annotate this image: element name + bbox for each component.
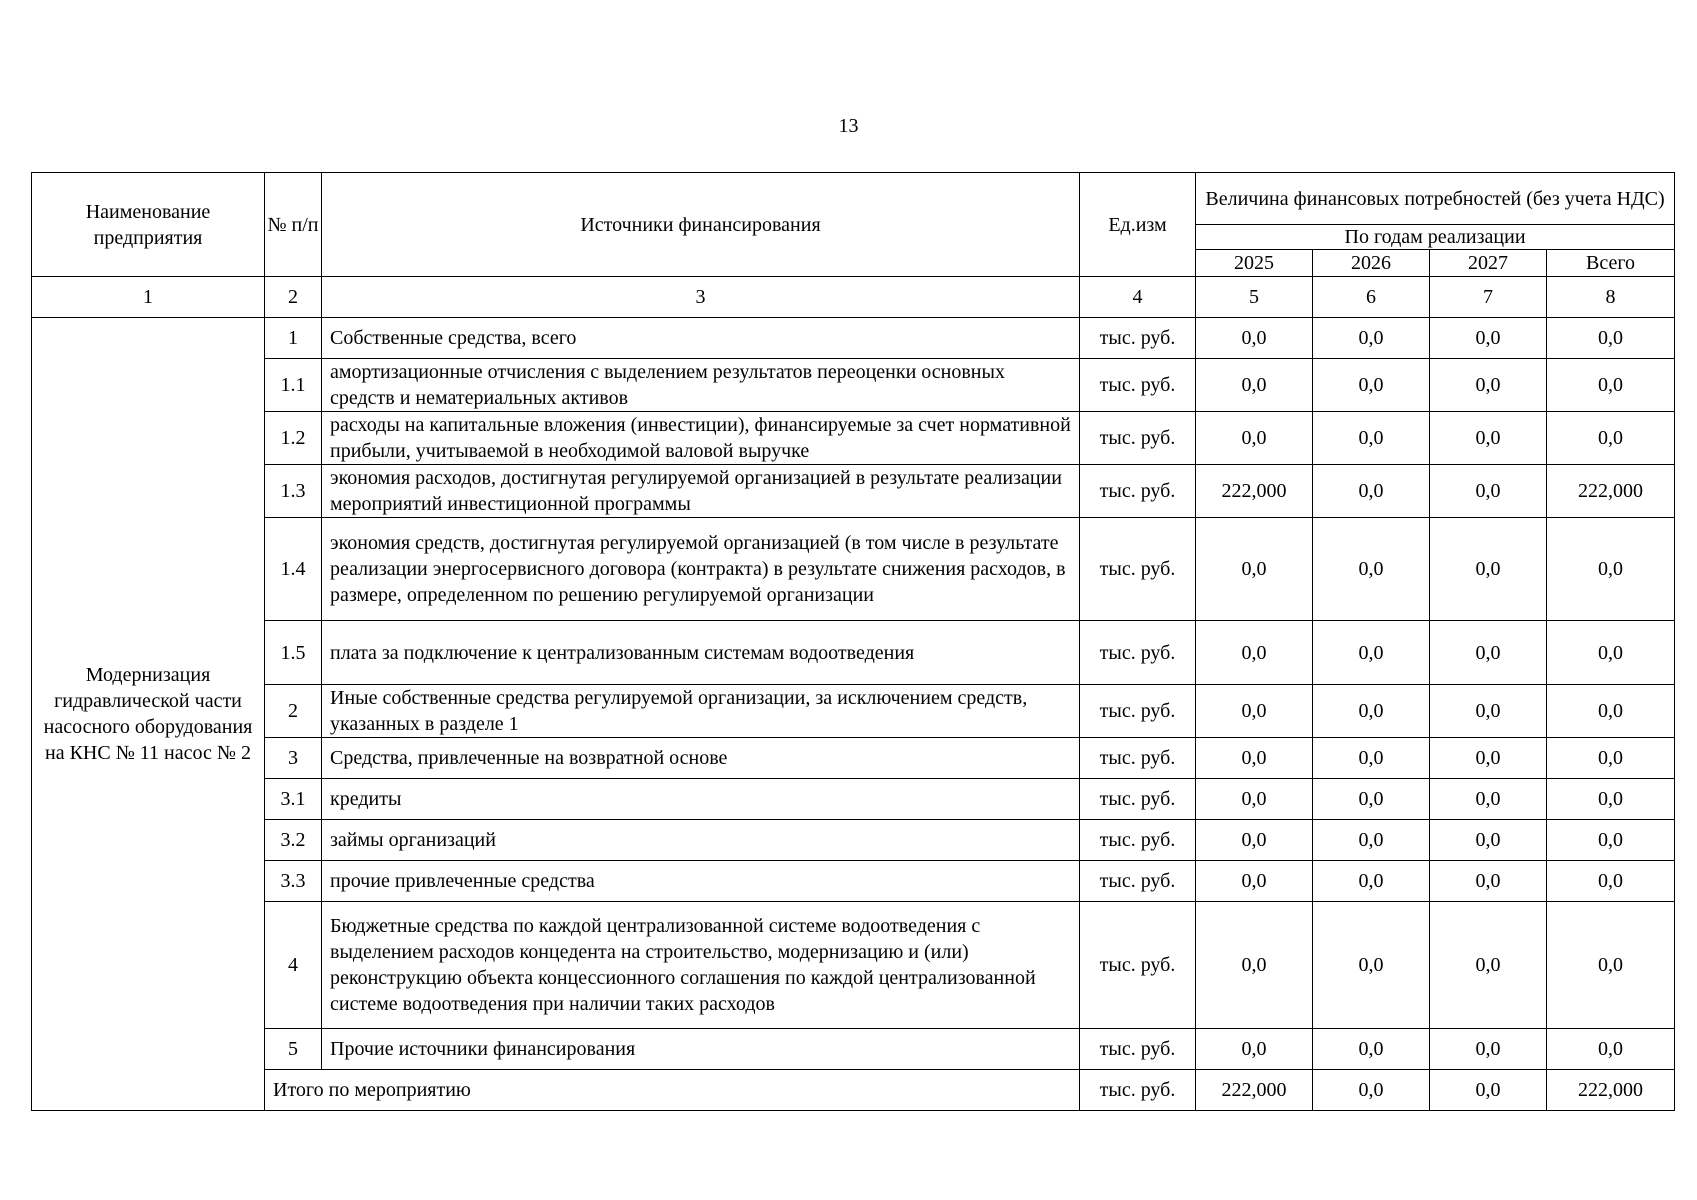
- source-text: экономия расходов, достигнутая регулируемой организацией в результате реализации мероприятий инвестиционной программы: [322, 465, 1080, 518]
- row-number: 3.1: [265, 779, 322, 820]
- row-number: 4: [265, 902, 322, 1029]
- value-2025: 0,0: [1196, 412, 1313, 465]
- value-2026: 0,0: [1313, 518, 1430, 621]
- value-2026: 0,0: [1313, 1029, 1430, 1070]
- value-2027: 0,0: [1430, 738, 1547, 779]
- value-2026: 0,0: [1313, 779, 1430, 820]
- table-row: [32, 465, 1675, 518]
- table-row: [32, 1029, 1675, 1070]
- value-2027: 0,0: [1430, 902, 1547, 1029]
- source-text: Бюджетные средства по каждой централизованной системе водоотведения с выделением расходов концедента на строительство, модернизацию и (или) реконструкцию объекта концессионного соглашения по каждой централизованной системе водоотведения при наличии таких расходов: [322, 902, 1080, 1029]
- value-2025: 0,0: [1196, 1029, 1313, 1070]
- source-text: займы организаций: [322, 820, 1080, 861]
- total-value-2027: 0,0: [1430, 1070, 1547, 1111]
- value-2027: 0,0: [1430, 621, 1547, 685]
- value-2025: 222,000: [1196, 465, 1313, 518]
- total-value-all: 222,000: [1547, 1070, 1675, 1111]
- value-total: 222,000: [1547, 465, 1675, 518]
- column-number: 4: [1080, 277, 1196, 318]
- source-text: прочие привлеченные средства: [322, 861, 1080, 902]
- value-total: 0,0: [1547, 779, 1675, 820]
- row-number: 1: [265, 318, 322, 359]
- value-2025: 0,0: [1196, 318, 1313, 359]
- value-2027: 0,0: [1430, 1029, 1547, 1070]
- column-number: 2: [265, 277, 322, 318]
- unit-cell: тыс. руб.: [1080, 685, 1196, 738]
- unit-cell: тыс. руб.: [1080, 318, 1196, 359]
- header-year-2026: 2026: [1313, 250, 1430, 277]
- value-2025: 0,0: [1196, 685, 1313, 738]
- value-total: 0,0: [1547, 621, 1675, 685]
- value-2026: 0,0: [1313, 359, 1430, 412]
- unit-cell: тыс. руб.: [1080, 902, 1196, 1029]
- unit-cell: тыс. руб.: [1080, 820, 1196, 861]
- value-total: 0,0: [1547, 685, 1675, 738]
- value-total: 0,0: [1547, 412, 1675, 465]
- total-value-2026: 0,0: [1313, 1070, 1430, 1111]
- value-2026: 0,0: [1313, 412, 1430, 465]
- total-label: Итого по мероприятию: [265, 1070, 1080, 1111]
- value-2025: 0,0: [1196, 902, 1313, 1029]
- header-total: Всего: [1547, 250, 1675, 277]
- value-total: 0,0: [1547, 318, 1675, 359]
- row-number: 1.1: [265, 359, 322, 412]
- column-number: 7: [1430, 277, 1547, 318]
- value-2026: 0,0: [1313, 685, 1430, 738]
- value-2026: 0,0: [1313, 621, 1430, 685]
- value-2026: 0,0: [1313, 861, 1430, 902]
- header-unit: Ед.изм: [1080, 173, 1196, 277]
- unit-cell: тыс. руб.: [1080, 1070, 1196, 1111]
- value-2026: 0,0: [1313, 738, 1430, 779]
- header-financing-sources: Источники финансирования: [322, 173, 1080, 277]
- row-number: 1.4: [265, 518, 322, 621]
- value-2026: 0,0: [1313, 902, 1430, 1029]
- column-number: 1: [32, 277, 265, 318]
- unit-cell: тыс. руб.: [1080, 465, 1196, 518]
- company-name-cell: Модернизация гидравлической части насосного оборудования на КНС № 11 насос № 2: [32, 318, 265, 1111]
- header-year-2025: 2025: [1196, 250, 1313, 277]
- source-text: расходы на капитальные вложения (инвестиции), финансируемые за счет нормативной прибыли, учитываемой в необходимой валовой выручке: [322, 412, 1080, 465]
- table-row: [32, 902, 1675, 1029]
- row-number: 3.3: [265, 861, 322, 902]
- source-text: Собственные средства, всего: [322, 318, 1080, 359]
- column-number-row: [32, 277, 1675, 318]
- value-total: 0,0: [1547, 861, 1675, 902]
- column-number: 8: [1547, 277, 1675, 318]
- header-year-2027: 2027: [1430, 250, 1547, 277]
- source-text: Иные собственные средства регулируемой организации, за исключением средств, указанных в разделе 1: [322, 685, 1080, 738]
- row-number: 5: [265, 1029, 322, 1070]
- row-number: 3: [265, 738, 322, 779]
- value-2027: 0,0: [1430, 779, 1547, 820]
- value-total: 0,0: [1547, 1029, 1675, 1070]
- table-row: [32, 861, 1675, 902]
- unit-cell: тыс. руб.: [1080, 412, 1196, 465]
- source-text: кредиты: [322, 779, 1080, 820]
- value-2027: 0,0: [1430, 861, 1547, 902]
- table-row: [32, 518, 1675, 621]
- column-number: 3: [322, 277, 1080, 318]
- value-2025: 0,0: [1196, 820, 1313, 861]
- table-row: [32, 820, 1675, 861]
- value-2025: 0,0: [1196, 518, 1313, 621]
- source-text: плата за подключение к централизованным системам водоотведения: [322, 621, 1080, 685]
- value-total: 0,0: [1547, 902, 1675, 1029]
- unit-cell: тыс. руб.: [1080, 518, 1196, 621]
- value-2025: 0,0: [1196, 359, 1313, 412]
- value-2025: 0,0: [1196, 621, 1313, 685]
- value-total: 0,0: [1547, 738, 1675, 779]
- source-text: экономия средств, достигнутая регулируемой организацией (в том числе в результате реализации энергосервисного договора (контракта) в результате снижения расходов, в размере, определенном по решению регулируемой организации: [322, 518, 1080, 621]
- column-number: 5: [1196, 277, 1313, 318]
- column-number: 6: [1313, 277, 1430, 318]
- page-number: 13: [838, 115, 859, 137]
- financing-sources-table: [31, 172, 1675, 1111]
- value-total: 0,0: [1547, 820, 1675, 861]
- value-total: 0,0: [1547, 518, 1675, 621]
- value-2027: 0,0: [1430, 820, 1547, 861]
- value-2025: 0,0: [1196, 779, 1313, 820]
- unit-cell: тыс. руб.: [1080, 738, 1196, 779]
- value-2027: 0,0: [1430, 318, 1547, 359]
- table-row: [32, 779, 1675, 820]
- row-number: 3.2: [265, 820, 322, 861]
- source-text: амортизационные отчисления с выделением результатов переоценки основных средств и нематериальных активов: [322, 359, 1080, 412]
- header-financial-need: Величина финансовых потребностей (без учета НДС): [1196, 173, 1675, 225]
- unit-cell: тыс. руб.: [1080, 779, 1196, 820]
- row-number: 1.2: [265, 412, 322, 465]
- total-value-2025: 222,000: [1196, 1070, 1313, 1111]
- table-row: [32, 621, 1675, 685]
- total-row: [32, 1070, 1675, 1111]
- header-row-number: № п/п: [265, 173, 322, 277]
- source-text: Средства, привлеченные на возвратной основе: [322, 738, 1080, 779]
- value-2027: 0,0: [1430, 518, 1547, 621]
- value-2025: 0,0: [1196, 738, 1313, 779]
- value-2027: 0,0: [1430, 685, 1547, 738]
- value-2025: 0,0: [1196, 861, 1313, 902]
- table-row: [32, 318, 1675, 359]
- unit-cell: тыс. руб.: [1080, 861, 1196, 902]
- table-row: [32, 738, 1675, 779]
- value-2027: 0,0: [1430, 412, 1547, 465]
- value-2026: 0,0: [1313, 820, 1430, 861]
- value-2027: 0,0: [1430, 359, 1547, 412]
- unit-cell: тыс. руб.: [1080, 359, 1196, 412]
- row-number: 1.3: [265, 465, 322, 518]
- value-2026: 0,0: [1313, 465, 1430, 518]
- table-row: [32, 685, 1675, 738]
- row-number: 1.5: [265, 621, 322, 685]
- row-number: 2: [265, 685, 322, 738]
- value-2027: 0,0: [1430, 465, 1547, 518]
- header-company-name: Наименование предприятия: [32, 173, 265, 277]
- value-2026: 0,0: [1313, 318, 1430, 359]
- unit-cell: тыс. руб.: [1080, 1029, 1196, 1070]
- table-row: [32, 412, 1675, 465]
- header-by-years: По годам реализации: [1196, 225, 1675, 250]
- value-total: 0,0: [1547, 359, 1675, 412]
- source-text: Прочие источники финансирования: [322, 1029, 1080, 1070]
- unit-cell: тыс. руб.: [1080, 621, 1196, 685]
- table-row: [32, 359, 1675, 412]
